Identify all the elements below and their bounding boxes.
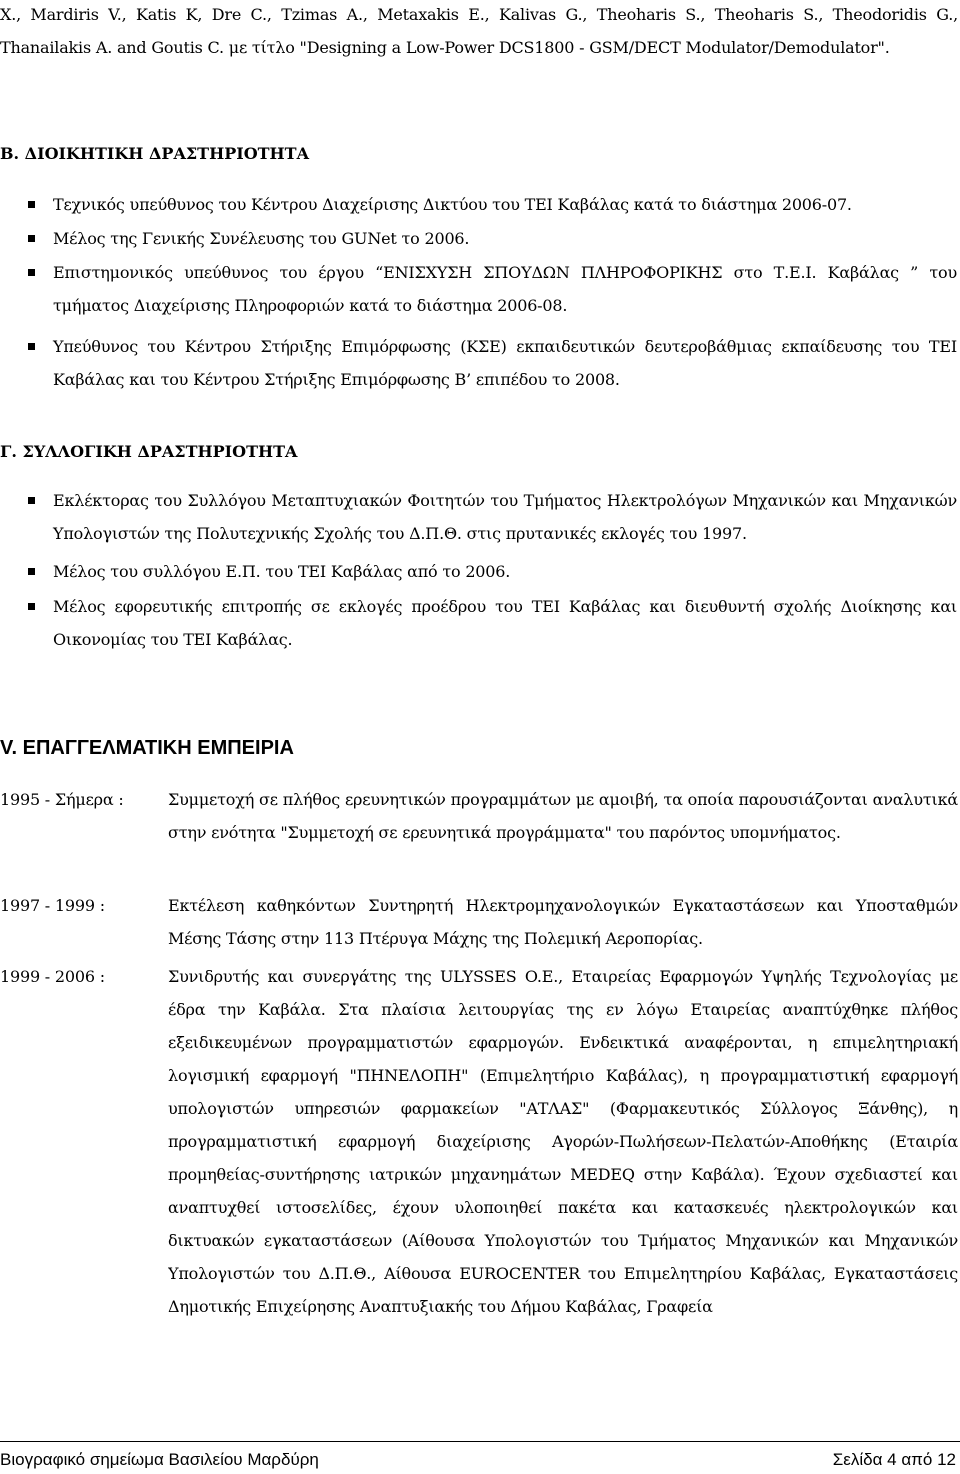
experience-description: Συμμετοχή σε πλήθος ερευνητικών προγραμμάτων με αμοιβή, τα οποία παρουσιάζονται αναλυτικά στην ενότητα "Συμμετοχή σε ερευνητικά προγράμματα" του παρόντος υπομνήματος. — [168, 790, 958, 842]
square-bullet-icon — [28, 201, 35, 208]
section-b-item-text: Υπεύθυνος του Κέντρου Στήριξης Επιμόρφωσης (ΚΣΕ) εκπαιδευτικών δευτεροβάθμιας εκπαίδευσης του ΤΕΙ Καβάλας και του Κέντρου Στήριξης Επιμόρφωσης Β’ επιπέδου το 2008. — [53, 337, 957, 389]
top-paragraph: X., Mardiris V., Katis K, Dre C., Tzimas A., Metaxakis E., Kalivas G., Theoharis S., Theoharis S., Theodoridis G., Thanailakis A. and Goutis C. με τίτλο "Designing a Low-Power DCS1800 - GSM/DECT Modulator/Demodulator". — [0, 5, 958, 57]
square-bullet-icon — [28, 269, 35, 276]
footer-divider — [0, 1441, 960, 1442]
footer-document-title: Βιογραφικό σημείωμα Βασιλείου Μαρδύρη — [0, 1450, 319, 1469]
section-v-title: V. ΕΠΑΓΓΕΛΜΑΤΙΚΗ ΕΜΠΕΙΡΙΑ — [0, 737, 294, 759]
experience-period: 1997 - 1999 : — [0, 896, 105, 915]
section-c-item-text: Μέλος εφορευτικής επιτροπής σε εκλογές προέδρου του ΤΕΙ Καβάλας και διευθυντή σχολής Διοίκησης και Οικονομίας του ΤΕΙ Καβάλας. — [53, 597, 957, 649]
square-bullet-icon — [28, 603, 35, 610]
section-c-title: Γ. ΣΥΛΛΟΓΙΚΗ ΔΡΑΣΤΗΡΙΟΤΗΤΑ — [0, 442, 298, 461]
experience-description: Συνιδρυτής και συνεργάτης της ULYSSES O.E., Εταιρείας Εφαρμογών Υψηλής Τεχνολογίας με έδρα την Καβάλα. Στα πλαίσια λειτουργίας της εν λόγω Εταιρείας αναπτύχθηκε πλήθος εξειδικευμένων προγραμματιστών εφαρμογών. Ενδεικτικά αναφέρονται, η επιμελητηριακή λογισμική εφαρμογή "ΠΗΝΕΛΟΠΗ" (Επιμελητήριο Καβάλας), η προγραμματιστική εφαρμογή υπολογιστών υπηρεσιών φαρμακείων "ΑΤΛΑΣ" (Φαρμακευτικός Σύλλογος Ξάνθης), η προγραμματιστική εφαρμογή διαχείρισης Αγορών-Πωλήσεων-Πελατών-Αποθήκης (Εταιρία προμηθείας-συντήρησης ιατρικών μηχανημάτων MEDEQ στην Καβάλα). Έχουν σχεδιαστεί και αναπτυχθεί ιστοσελίδες, έχουν υλοποιηθεί πακέτα και κατασκευές ηλεκτρολογικών και δικτυακών εγκαταστάσεων (Αίθουσα Υπολογιστών του Τμήματος Μηχανικών και Μηχανικών Υπολογιστών του Δ.Π.Θ., Αίθουσα EUROCENTER του Επιμελητηρίου Καβάλας, Εγκαταστάσεις Δημοτικής Επιχείρησης Αναπτυξιακής του Δήμου Καβάλας, Γραφεία — [168, 967, 958, 1316]
section-b-title: Β. ΔΙΟΙΚΗΤΙΚΗ ΔΡΑΣΤΗΡΙΟΤΗΤΑ — [0, 144, 309, 163]
section-b-item-text: Τεχνικός υπεύθυνος του Κέντρου Διαχείρισης Δικτύου του ΤΕΙ Καβάλας κατά το διάστημα 2006-07. — [53, 195, 852, 214]
square-bullet-icon — [28, 235, 35, 242]
section-c-item-text: Μέλος του συλλόγου Ε.Π. του ΤΕΙ Καβάλας από το 2006. — [53, 562, 511, 581]
footer-page-number: Σελίδα 4 από 12 — [832, 1450, 956, 1469]
experience-period: 1995 - Σήμερα : — [0, 790, 124, 809]
page-footer — [0, 1448, 960, 1472]
section-c-item-text: Εκλέκτορας του Συλλόγου Μεταπτυχιακών Φοιτητών του Τμήματος Ηλεκτρολόγων Μηχανικών και Μηχανικών Υπολογιστών της Πολυτεχνικής Σχολής του Δ.Π.Θ. στις πρυτανικές εκλογές του 1997. — [53, 491, 957, 543]
square-bullet-icon — [28, 497, 35, 504]
section-b-item-text: Επιστημονικός υπεύθυνος του έργου “ΕΝΙΣΧΥΣΗ ΣΠΟΥΔΩΝ ΠΛΗΡΟΦΟΡΙΚΗΣ στο Τ.Ε.Ι. Καβάλας ” του τμήματος Διαχείρισης Πληροφοριών κατά το διάστημα 2006-08. — [53, 263, 957, 315]
section-b-item-text: Μέλος της Γενικής Συνέλευσης του GUNet το 2006. — [53, 229, 470, 248]
square-bullet-icon — [28, 568, 35, 575]
square-bullet-icon — [28, 343, 35, 350]
experience-period: 1999 - 2006 : — [0, 967, 105, 986]
experience-description: Εκτέλεση καθηκόντων Συντηρητή Ηλεκτρομηχανολογικών Εγκαταστάσεων και Υποσταθμών Μέσης Τάσης στην 113 Πτέρυγα Μάχης της Πολεμική Αεροπορίας. — [168, 896, 958, 948]
